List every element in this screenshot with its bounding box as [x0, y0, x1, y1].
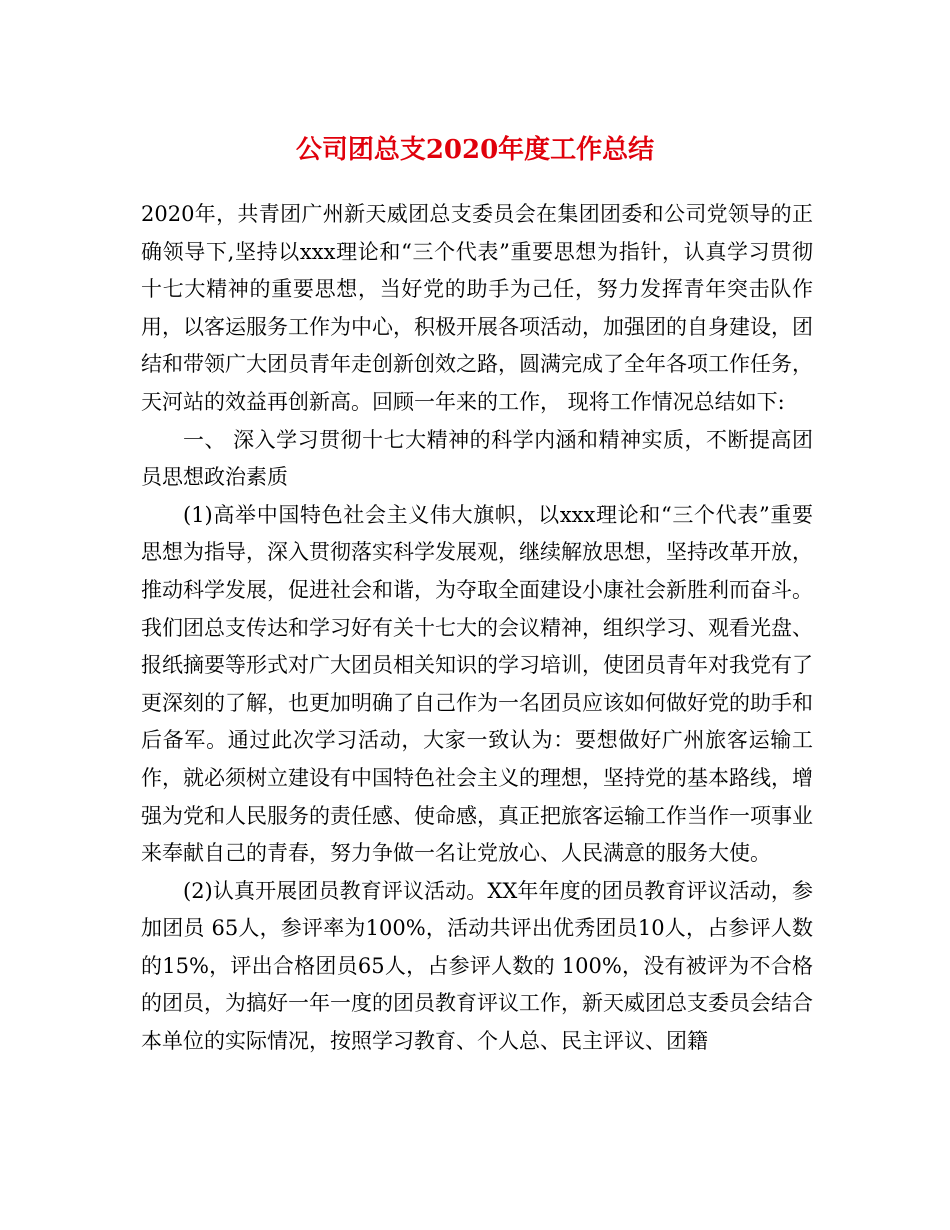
body-paragraph-1: (1)高举中国特色社会主义伟大旗帜，以xxx理论和“三个代表”重要思想为指导，深入贯彻落实科学发展观，继续解放思想，坚持改革开放，推动科学发展，促进社会和谐，为夺取全面建设小康社会新胜利而奋斗。我们团总支传达和学习好有关十七大的会议精神，组织学习、观看光盘、报纸摘要等形式对广大团员相关知识的学习培训，使团员青年对我党有了更深刻的了解，也更加明确了自己作为一名团员应该如何做好党的助手和后备军。通过此次学习活动，大家一致认为：要想做好广州旅客运输工作，就必须树立建设有中国特色社会主义的理想，坚持党的基本路线，增强为党和人民服务的责任感、使命感，真正把旅客运输工作当作一项事业来奉献自己的青春，努力争做一名让党放心、人民满意的服务大使。: [141, 502, 813, 866]
intro-paragraph: 2020年，共青团广州新天威团总支委员会在集团团委和公司党领导的正确领导下,坚持以xxx理论和“三个代表”重要思想为指针，认真学习贯彻十七大精神的重要思想，当好党的助手为己任，努力发挥青年突击队作用，以客运服务工作为中心，积极开展各项活动，加强团的自身建设，团结和带领广大团员青年走创新创效之路，圆满完成了全年各项工作任务，天河站的效益再创新高。回顾一年来的工作， 现将工作情况总结如下:: [141, 202, 813, 414]
document-body: [141, 196, 813, 1061]
document-title: 公司团总支2020年度工作总结: [295, 135, 655, 165]
body-paragraph-2: (2)认真开展团员教育评议活动。XX年年度的团员教育评议活动，参加团员 65人，参评率为100%，活动共评出优秀团员10人，占参评人数的15%，评出合格团员65人，占参评人数的 100%，没有被评为不合格的团员，为搞好一年一度的团员教育评议工作，新天威团总支委员会结合本单位的实际情况，按照学习教育、个人总、民主评议、团籍: [141, 878, 813, 1054]
section-heading-1: 一、 深入学习贯彻十七大精神的科学内涵和精神实质，不断提高团员思想政治素质: [141, 427, 813, 490]
